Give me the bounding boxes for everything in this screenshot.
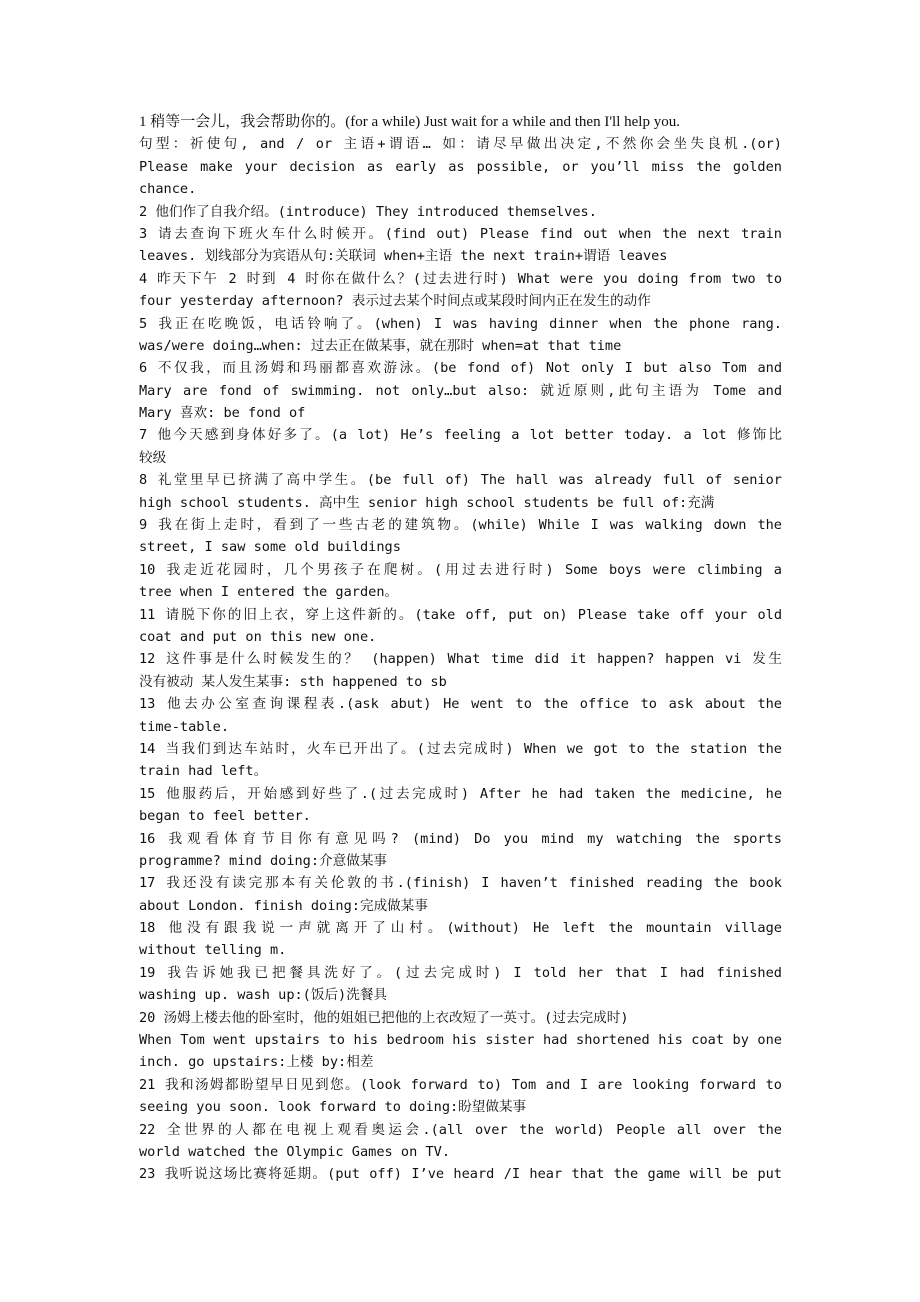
text-line: four yesterday afternoon? 表示过去某个时间点或某段时间内正在发生的动作: [139, 293, 651, 310]
text-line: chance.: [139, 181, 197, 198]
text-line: world watched the Olympic Games on TV.: [139, 1143, 450, 1160]
text-line: washing up. wash up:(饭后)洗餐具: [139, 987, 388, 1004]
text-line: 7 他今天感到身体好多了。(a lot) He’s feeling a lot better today. a lot 修饰比: [139, 427, 782, 444]
text-line: inch. go upstairs:上楼 by:相差: [139, 1054, 374, 1071]
text-line: began to feel better.: [139, 808, 311, 825]
text-line: programme? mind doing:介意做某事: [139, 852, 388, 869]
text-line: 20 汤姆上楼去他的卧室时，他的姐姐已把他的上衣改短了一英寸。(过去完成时): [139, 1009, 629, 1026]
text-line: 16 我观看体育节目你有意见吗? (mind) Do you mind my watching the sports: [139, 830, 782, 847]
text-line: 没有被动 某人发生某事: sth happened to sb: [139, 673, 447, 690]
text-line: seeing you soon. look forward to doing:盼望做某事: [139, 1099, 527, 1116]
text-line: 19 我告诉她我已把餐具洗好了。(过去完成时) I told her that I had finished: [139, 964, 782, 981]
text-line: 2 他们作了自我介绍。(introduce) They introduced themselves.: [139, 203, 597, 220]
text-line: street, I saw some old buildings: [139, 539, 401, 556]
text-line: 18 他没有跟我说一声就离开了山村。(without) He left the mountain village: [139, 920, 782, 937]
text-line: When Tom went upstairs to his bedroom his sister had shortened his coat by one: [139, 1032, 782, 1049]
text-line: 17 我还没有读完那本有关伦敦的书.(finish) I haven’t finished reading the book: [139, 875, 782, 892]
text-line: 22 全世界的人都在电视上观看奥运会.(all over the world) People all over the: [139, 1121, 782, 1138]
text-line: 5 我正在吃晚饭，电话铃响了。(when) I was having dinner when the phone rang.: [139, 315, 782, 332]
text-line: Mary are fond of swimming. not only…but also: 就近原则,此句主语为 Tome and: [139, 382, 782, 399]
text-line: coat and put on this new one.: [139, 628, 377, 645]
text-line: 11 请脱下你的旧上衣，穿上这件新的。(take off, put on) Please take off your old: [139, 606, 782, 623]
text-line: 6 不仅我，而且汤姆和玛丽都喜欢游泳。(be fond of) Not only I but also Tom and: [139, 360, 782, 377]
text-line: time-table.: [139, 718, 230, 735]
text-line: 1 稍等一会儿，我会帮助你的。(for a while) Just wait for a while and then I'll help you.: [139, 114, 680, 130]
text-line: train had left。: [139, 763, 268, 780]
text-line: 9 我在街上走时，看到了一些古老的建筑物。(while) While I was walking down the: [139, 517, 782, 534]
text-line: 23 我听说这场比赛将延期。(put off) I’ve heard /I hear that the game will be put: [139, 1166, 782, 1183]
text-line: 14 当我们到达车站时，火车已开出了。(过去完成时) When we got to the station the: [139, 740, 782, 757]
text-line: was/were doing…when: 过去正在做某事，就在那时 when=at that time: [139, 337, 622, 354]
text-line: high school students. 高中生 senior high school students be full of:充满: [139, 494, 715, 511]
text-line: tree when I entered the garden。: [139, 584, 399, 601]
text-line: 3 请去查询下班火车什么时候开。(find out) Please find out when the next train: [139, 225, 782, 242]
text-line: 8 礼堂里早已挤满了高中学生。(be full of) The hall was already full of senior: [139, 472, 782, 489]
text-line: without telling m.: [139, 942, 287, 959]
text-line: 13 他去办公室查询课程表.(ask abut) He went to the office to ask about the: [139, 696, 782, 713]
text-line: Mary 喜欢: be fond of: [139, 405, 306, 422]
text-line: leaves. 划线部分为宾语从句:关联词 when+主语 the next train+谓语 leaves: [139, 248, 668, 265]
text-line: 15 他服药后，开始感到好些了.(过去完成时) After he had taken the medicine, he: [139, 785, 782, 802]
text-line: 21 我和汤姆都盼望早日见到您。(look forward to) Tom and I are looking forward to: [139, 1076, 782, 1093]
text-line: about London. finish doing:完成做某事: [139, 897, 428, 914]
text-line: 12 这件事是什么时候发生的？ (happen) What time did it happen? happen vi 发生: [139, 651, 782, 668]
text-line: 较级: [139, 449, 167, 466]
text-line: 10 我走近花园时，几个男孩子在爬树。(用过去进行时) Some boys were climbing a: [139, 561, 782, 578]
text-line: Please make your decision as early as possible, or you’ll miss the golden: [139, 158, 782, 175]
text-line: 句型：祈使句, and / or 主语+谓语… 如：请尽早做出决定,不然你会坐失良机.(or): [139, 136, 782, 153]
text-line: 4 昨天下午 2 时到 4 时你在做什么？(过去进行时) What were you doing from two to: [139, 270, 782, 287]
document-body: [139, 111, 782, 1186]
